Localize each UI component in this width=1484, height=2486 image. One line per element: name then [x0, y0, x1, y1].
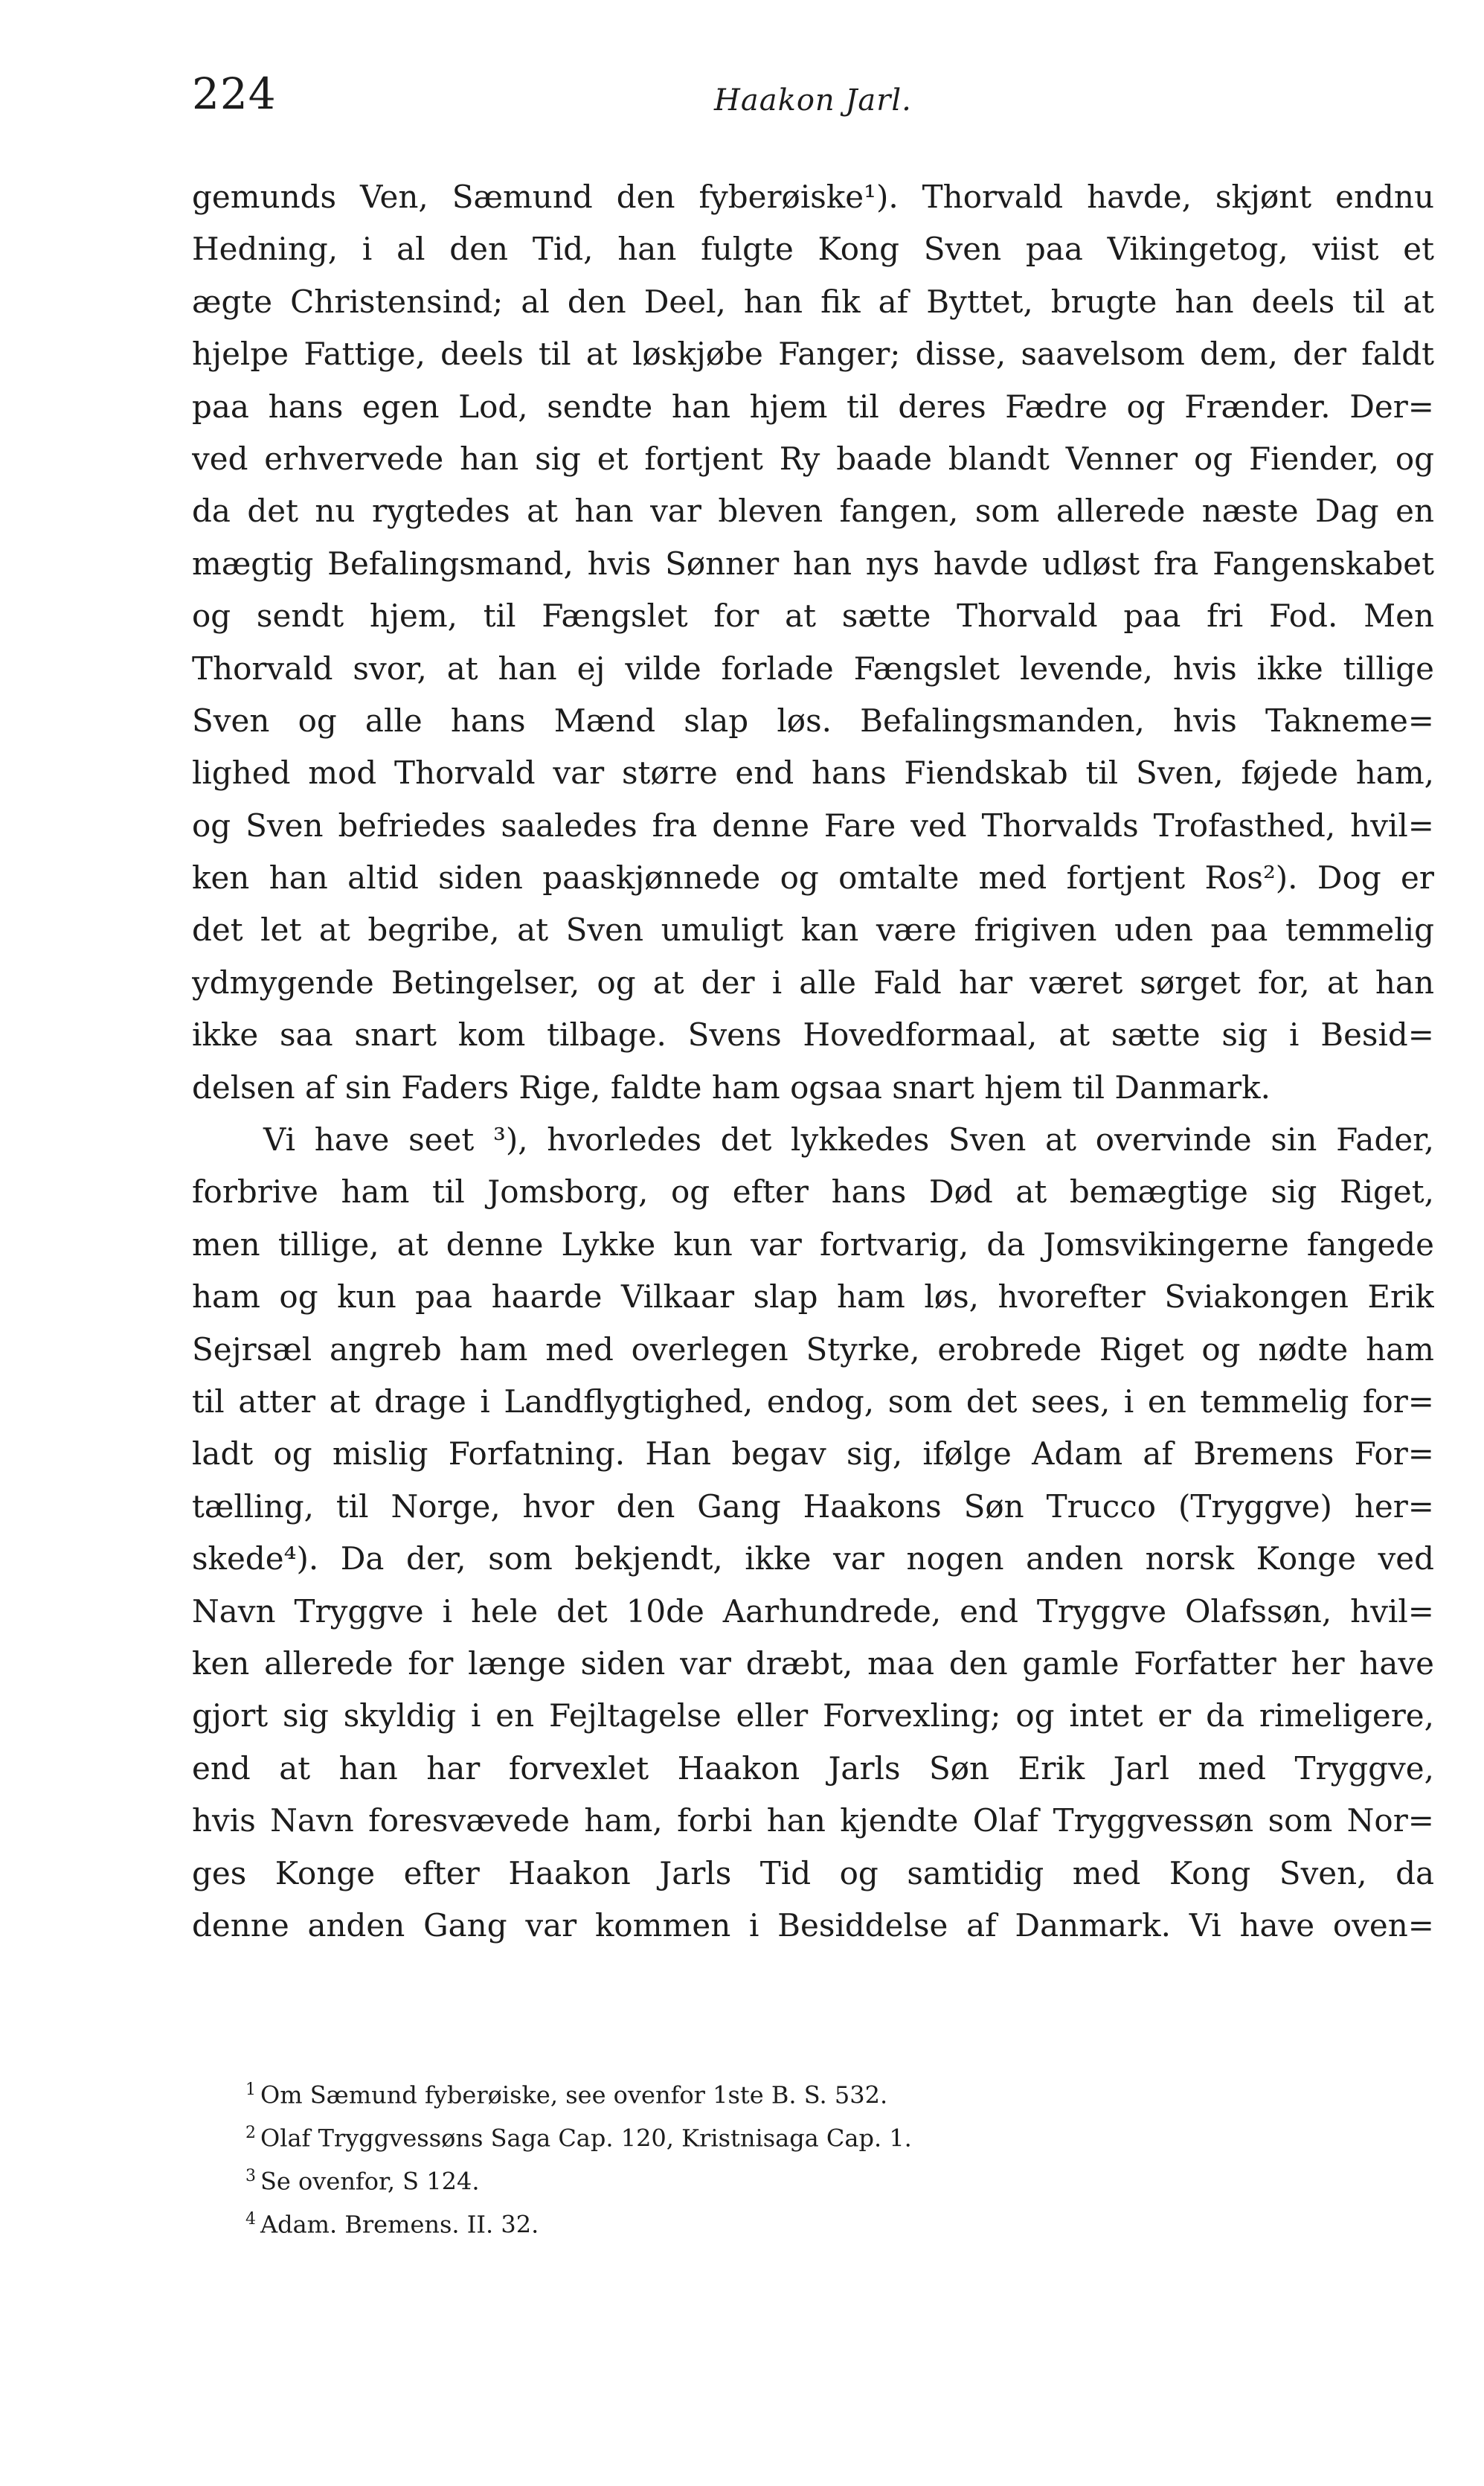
- text-line: gemunds Ven, Sæmund den fyberøiske¹). Thorvald havde, skjønt endnu: [192, 179, 1434, 215]
- text-line: ges Konge efter Haakon Jarls Tid og samtidig med Kong Sven, da: [192, 1854, 1434, 1891]
- text-line: delsen af sin Faders Rige, faldte ham ogsaa snart hjem til Danmark.: [192, 1069, 1271, 1106]
- text-line: Sven og alle hans Mænd slap løs. Befalingsmanden, hvis Takneme=: [192, 702, 1434, 739]
- text-line: ikke saa snart kom tilbage. Svens Hovedformaal, at sætte sig i Besid=: [192, 1016, 1434, 1054]
- body-text: [192, 171, 1434, 1952]
- page-number: 224: [192, 68, 277, 119]
- footnote-mark: 4: [245, 2210, 256, 2229]
- text-line: Navn Tryggve i hele det 10de Aarhundrede, end Tryggve Olafssøn, hvil=: [192, 1592, 1434, 1630]
- footnote: [245, 2112, 1406, 2155]
- text-line: hjelpe Fattige, deels til at løskjøbe Fanger; disse, saavelsom dem, der faldt: [192, 336, 1434, 373]
- text-line: denne anden Gang var kommen i Besiddelse af Danmark. Vi have oven=: [192, 1906, 1434, 1944]
- text-line: gjort sig skyldig i en Fejltagelse eller Forvexling; og intet er da rimeligere,: [192, 1697, 1434, 1734]
- text-line: ken han altid siden paaskjønnede og omtalte med fortjent Ros²). Dog er: [192, 859, 1434, 897]
- footnote: [245, 2198, 1406, 2241]
- text-line: det let at begribe, at Sven umuligt kan være frigiven uden paa temmelig: [192, 912, 1434, 949]
- text-line-paragraph-start: Vi have seet ³), hvorledes det lykkedes Sven at overvinde sin Fader,: [263, 1121, 1434, 1159]
- text-line: ydmygende Betingelser, og at der i alle Fald har været sørget for, at han: [192, 964, 1434, 1001]
- text-line: til atter at drage i Landflygtighed, endog, som det sees, i en temmelig for=: [192, 1383, 1434, 1420]
- text-line: ved erhvervede han sig et fortjent Ry baade blandt Venner og Fiender, og: [192, 440, 1434, 477]
- footnote-text: Om Sæmund fyberøiske, see ovenfor 1ste B. S. 532.: [260, 2080, 888, 2109]
- text-line: og sendt hjem, til Fængslet for at sætte Thorvald paa fri Fod. Men: [192, 598, 1434, 635]
- text-line: ladt og mislig Forfatning. Han begav sig, ifølge Adam af Bremens For=: [192, 1435, 1434, 1473]
- footnote: [245, 2069, 1406, 2112]
- text-line: Thorvald svor, at han ej vilde forlade Fængslet levende, hvis ikke tillige: [192, 650, 1434, 687]
- footnote-mark: 2: [245, 2124, 256, 2142]
- text-line: lighed mod Thorvald var større end hans Fiendskab til Sven, føjede ham,: [192, 755, 1434, 792]
- footnote-mark: 3: [245, 2167, 256, 2185]
- text-line: ken allerede for længe siden var dræbt, maa den gamle Forfatter her have: [192, 1644, 1434, 1682]
- text-line: forbrive ham til Jomsborg, og efter hans Død at bemægtige sig Riget,: [192, 1173, 1434, 1211]
- footnote-text: Adam. Bremens. II. 32.: [260, 2210, 539, 2239]
- footnotes: [245, 2069, 1406, 2241]
- text-line: og Sven befriedes saaledes fra denne Fare ved Thorvalds Trofasthed, hvil=: [192, 807, 1434, 844]
- text-line: Hedning, i al den Tid, han fulgte Kong Sven paa Vikingetog, viist et: [192, 231, 1434, 268]
- footnote-text: Se ovenfor, S 124.: [260, 2167, 480, 2196]
- text-line: paa hans egen Lod, sendte han hjem til deres Fædre og Frænder. Der=: [192, 388, 1434, 425]
- footnote-text: Olaf Tryggvessøns Saga Cap. 120, Kristnisaga Cap. 1.: [260, 2124, 912, 2153]
- text-line: hvis Navn foresvævede ham, forbi han kjendte Olaf Tryggvessøn som Nor=: [192, 1802, 1434, 1839]
- text-line: ægte Christensind; al den Deel, han fik af Byttet, brugte han deels til at: [192, 283, 1434, 320]
- text-line: mægtig Befalingsmand, hvis Sønner han nys havde udløst fra Fangenskabet: [192, 545, 1434, 582]
- running-head: Haakon Jarl.: [714, 83, 912, 118]
- text-line: ham og kun paa haarde Vilkaar slap ham løs, hvorefter Sviakongen Erik: [192, 1278, 1434, 1316]
- text-line: end at han har forvexlet Haakon Jarls Søn Erik Jarl med Tryggve,: [192, 1749, 1434, 1787]
- text-line: tælling, til Norge, hvor den Gang Haakons Søn Trucco (Tryggve) her=: [192, 1487, 1434, 1525]
- text-line: Sejrsæl angreb ham med overlegen Styrke, erobrede Riget og nødte ham: [192, 1330, 1434, 1368]
- text-line: da det nu rygtedes at han var bleven fangen, som allerede næste Dag en: [192, 493, 1434, 530]
- text-line: men tillige, at denne Lykke kun var fortvarig, da Jomsvikingerne fangede: [192, 1226, 1434, 1263]
- footnote: [245, 2155, 1406, 2198]
- footnote-mark: 1: [245, 2080, 256, 2099]
- text-line: skede⁴). Da der, som bekjendt, ikke var nogen anden norsk Konge ved: [192, 1540, 1434, 1577]
